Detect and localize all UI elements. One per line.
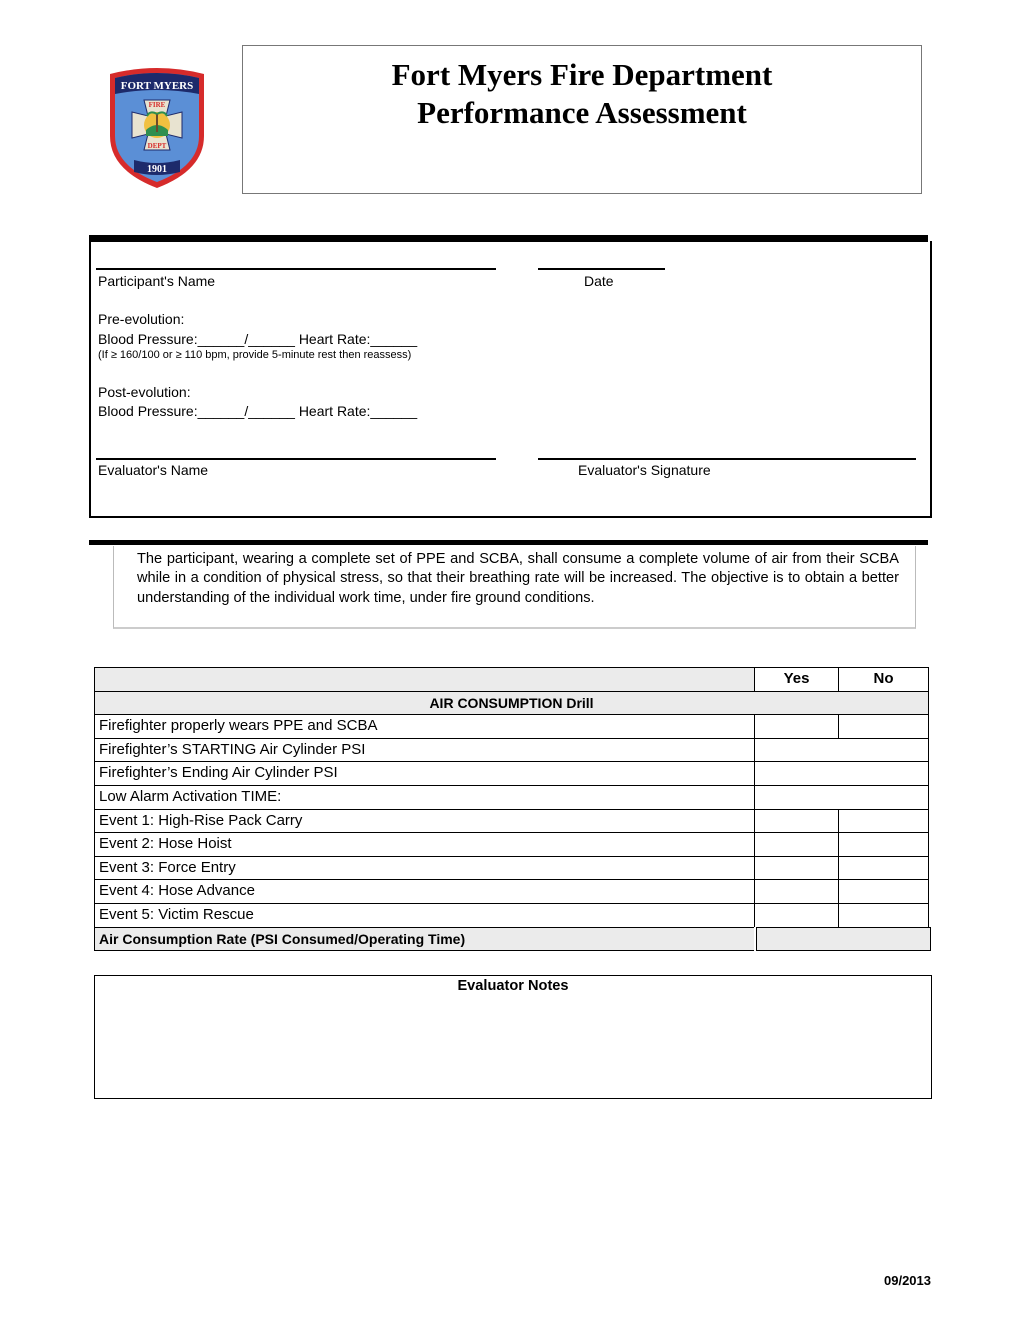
yes-checkbox-cell[interactable] (754, 903, 838, 927)
form-date-code: 09/2013 (884, 1273, 931, 1288)
table-row (94, 738, 929, 762)
air-consumption-rate-label: Air Consumption Rate (PSI Consumed/Operating Time) (94, 927, 754, 951)
table-row-label: Low Alarm Activation TIME: (94, 785, 754, 809)
pre-evolution-title: Pre-evolution: (98, 311, 185, 327)
yes-checkbox-cell[interactable] (754, 809, 838, 833)
evaluator-notes-title: Evaluator Notes (457, 978, 569, 994)
post-evolution-vitals: Blood Pressure:______/______ Heart Rate:______ (98, 403, 418, 419)
no-checkbox-cell[interactable] (838, 903, 929, 927)
date-label: Date (584, 273, 614, 289)
evaluator-signature-label: Evaluator's Signature (578, 462, 711, 478)
value-entry-cell[interactable] (754, 738, 929, 762)
air-consumption-rate-value[interactable] (756, 927, 931, 951)
description-divider (89, 540, 928, 545)
pre-evolution-note: (If ≥ 160/100 or ≥ 110 bpm, provide 5-minute rest then reassess) (98, 349, 412, 361)
logo-year: 1901 (147, 164, 167, 175)
table-row-label: Event 1: High-Rise Pack Carry (94, 809, 754, 833)
page-title: Fort Myers Fire Department (391, 57, 773, 92)
participant-name-label: Participant's Name (98, 273, 216, 289)
date-line[interactable] (538, 268, 665, 270)
table-row-label: Event 4: Hose Advance (94, 879, 754, 903)
pre-evolution-vitals: Blood Pressure:______/______ Heart Rate:______ (98, 331, 418, 347)
evaluator-signature-line[interactable] (538, 458, 916, 460)
table-row (94, 714, 929, 738)
department-logo (104, 66, 210, 190)
yes-column-header: Yes (754, 667, 838, 691)
no-checkbox-cell[interactable] (838, 809, 929, 833)
table-row-label: Event 2: Hose Hoist (94, 832, 754, 856)
section-title: AIR CONSUMPTION Drill (94, 691, 929, 715)
yes-checkbox-cell[interactable] (754, 856, 838, 880)
table-row (94, 832, 929, 856)
logo-dept-text: DEPT (147, 142, 167, 150)
table-header-row (94, 667, 929, 691)
section-title-row (94, 691, 929, 715)
description-box (113, 546, 916, 629)
no-column-header: No (838, 667, 929, 691)
yes-checkbox-cell[interactable] (754, 879, 838, 903)
air-consumption-rate-row (94, 927, 929, 951)
logo-fire-text: FIRE (148, 101, 166, 109)
no-checkbox-cell[interactable] (838, 879, 929, 903)
no-checkbox-cell[interactable] (838, 832, 929, 856)
table-row (94, 879, 929, 903)
participant-name-line[interactable] (96, 268, 496, 270)
value-entry-cell[interactable] (754, 761, 929, 785)
post-evolution-title: Post-evolution: (98, 384, 191, 400)
description-text: The participant, wearing a complete set of PPE and SCBA, shall consume a complete volume of air from their SCBA while in a condition of physical stress, so that their breathing rate will be increased. The objective is to obtain a better understanding of the individual work time, under fire ground conditions. (137, 551, 899, 606)
evaluator-name-line[interactable] (96, 458, 496, 460)
table-row (94, 785, 929, 809)
page-subtitle: Performance Assessment (417, 95, 747, 130)
table-row-label: Event 3: Force Entry (94, 856, 754, 880)
table-row-label: Firefighter’s STARTING Air Cylinder PSI (94, 738, 754, 762)
participant-box (89, 241, 932, 518)
evaluator-notes-box[interactable] (94, 975, 932, 1099)
no-checkbox-cell[interactable] (838, 856, 929, 880)
yes-checkbox-cell[interactable] (754, 714, 838, 738)
table-row (94, 903, 929, 927)
table-row (94, 856, 929, 880)
table-row-label: Firefighter properly wears PPE and SCBA (94, 714, 754, 738)
table-row (94, 761, 929, 785)
value-entry-cell[interactable] (754, 785, 929, 809)
title-box (242, 45, 922, 194)
evaluator-name-label: Evaluator's Name (98, 462, 209, 478)
table-row-label: Firefighter’s Ending Air Cylinder PSI (94, 761, 754, 785)
no-checkbox-cell[interactable] (838, 714, 929, 738)
yes-checkbox-cell[interactable] (754, 832, 838, 856)
table-row-label: Event 5: Victim Rescue (94, 903, 754, 927)
table-row (94, 809, 929, 833)
logo-top-text: FORT MYERS (120, 80, 194, 92)
